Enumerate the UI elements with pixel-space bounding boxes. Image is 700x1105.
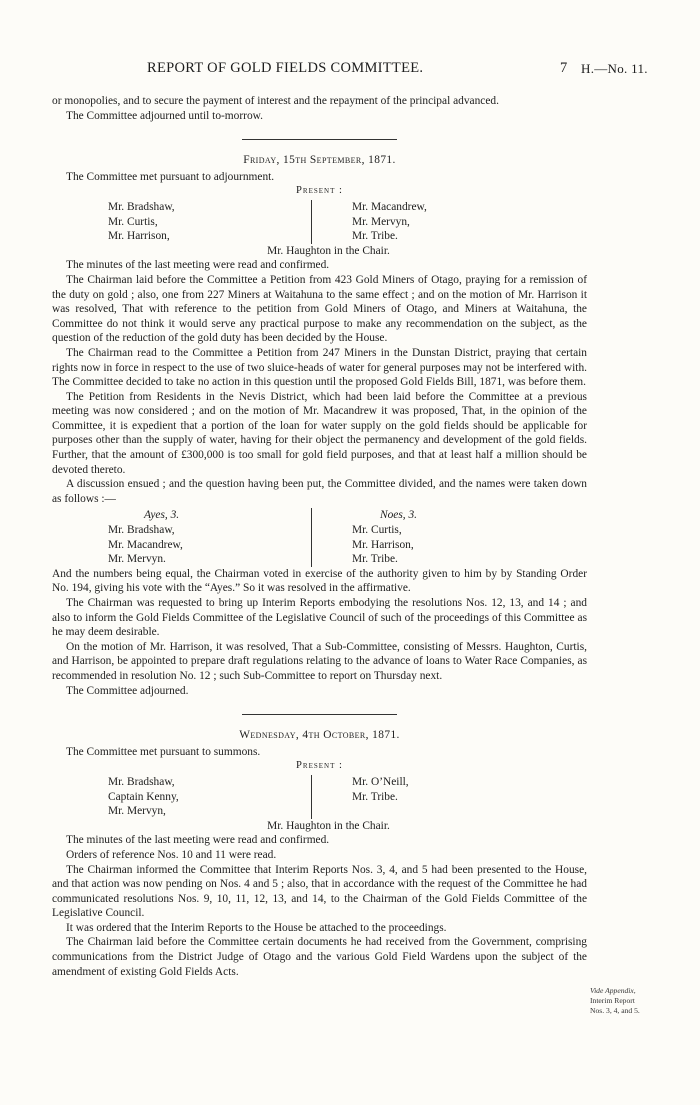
paragraph: A discussion ensued ; and the question having been put, the Committee divided, and the names were taken down as follows :— bbox=[52, 478, 587, 505]
present-label: Present : bbox=[296, 185, 343, 197]
paragraph: The Chairman informed the Committee that Interim Reports Nos. 3, 4, and 5 had been presented to the House, and that action was now pending on Nos. 4 and 5 ; also, that in accordance with the request of the Committee he had communicated resolutions Nos. 9, 10, 11, 12, 13, and 14, to the Chairman of the Gold Fields Committee of the Legislative Council. bbox=[52, 863, 587, 920]
member-name: Mr. Harrison, bbox=[108, 230, 170, 243]
paragraph: The minutes of the last meeting were read and confirmed. bbox=[66, 834, 330, 847]
paragraph: or monopolies, and to secure the payment of interest and the repayment of the principal advanced. bbox=[52, 95, 499, 107]
chair-line: Mr. Haughton in the Chair. bbox=[267, 244, 390, 257]
paragraph: Orders of reference Nos. 10 and 11 were read. bbox=[66, 848, 277, 861]
member-name: Mr. Harrison, bbox=[352, 538, 414, 551]
margin-note-vide: Vide Appendix, bbox=[590, 986, 636, 995]
member-name: Mr. Mervyn. bbox=[108, 553, 166, 566]
member-name: Mr. Tribe. bbox=[352, 553, 398, 566]
member-name: Captain Kenny, bbox=[108, 790, 179, 803]
members-left-column bbox=[52, 200, 312, 244]
paragraph: The Chairman read to the Committee a Petition from 247 Miners in the Dunstan District, praying that certain rights now in force in respect to the use of two sluice-heads of water for general purposes may not be interfered with. The Committee decided to take no action in this question until the proposed Gold Fields Bill, 1871, was before them. bbox=[52, 346, 587, 389]
division-list bbox=[52, 508, 587, 566]
member-name: Mr. Mervyn, bbox=[352, 215, 410, 228]
paragraph: The minutes of the last meeting were read and confirmed. bbox=[66, 259, 330, 272]
paragraph: And the numbers being equal, the Chairman voted in exercise of the authority given to him by by Standing Order No. 194, giving his vote with the “Ayes.” So it was resolved in the affirmative. bbox=[52, 567, 587, 595]
document-body bbox=[52, 94, 587, 979]
paper-reference: H.—No. 11. bbox=[581, 61, 648, 76]
meeting-date: Friday, 15th September, 1871. bbox=[243, 154, 396, 167]
member-name: Mr. Tribe. bbox=[352, 230, 398, 243]
paragraph: The Chairman laid before the Committee a Petition from 423 Gold Miners of Otago, praying for a remission of the duty on gold ; also, one from 227 Miners at Waitahuna to the same effect ; and on the motion of Mr. Harrison it was resolved, That with reference to the petition from Gold Miners of Otago, and Miners at Waitahuna, the Committee do not think it would serve any practical purpose to make any recommendation on the subject, as the question of the reduction of the gold duty has been decided by the House. bbox=[52, 273, 587, 345]
meeting-intro: The Committee met pursuant to adjournment. bbox=[66, 170, 275, 183]
margin-note-line: Nos. 3, 4, and 5. bbox=[590, 1006, 640, 1015]
member-name: Mr. Bradshaw, bbox=[108, 524, 175, 537]
page-number: 7 bbox=[560, 60, 568, 76]
ayes-column bbox=[52, 508, 312, 566]
noes-heading: Noes, 3. bbox=[380, 509, 418, 522]
noes-column bbox=[312, 508, 587, 566]
member-name: Mr. Bradshaw, bbox=[108, 200, 175, 213]
members-present bbox=[52, 200, 587, 244]
member-name: Mr. Macandrew, bbox=[108, 538, 183, 551]
section-divider bbox=[242, 139, 397, 140]
report-title: REPORT OF GOLD FIELDS COMMITTEE. bbox=[147, 60, 424, 76]
meeting-date: Wednesday, 4th October, 1871. bbox=[239, 729, 400, 742]
paragraph: The Petition from Residents in the Nevis District, which had been laid before the Committee at a previous meeting was now considered ; and on the motion of Mr. Macandrew it was proposed, That, in the opinion of the Committee, it is expedient that a portion of the loan for water supply on the gold fields should be applicable for purposes other than the supply of water, having for their object the permanency and development of the gold fields. Further, that the amount of £300,000 is too small for gold field purposes, and that at least half a million should be devoted thereto. bbox=[52, 390, 587, 476]
paragraph: On the motion of Mr. Harrison, it was resolved, That a Sub-Committee, consisting of Messrs. Haughton, Curtis, and Harrison, be appointed to prepare draft regulations relating to the advance of loans to Water Race Companies, as recommended in resolution No. 12 ; such Sub-Committee to report on Thursday next. bbox=[52, 640, 587, 682]
paragraph: The Chairman was requested to bring up Interim Reports embodying the resolutions Nos. 12, 13, and 14 ; and also to inform the Gold Fields Committee of the Legislative Council of such of the proceedings of this Committee as he may deem desirable. bbox=[52, 597, 587, 639]
paragraph: It was ordered that the Interim Reports to the House be attached to the proceedings. bbox=[66, 921, 447, 934]
ayes-heading: Ayes, 3. bbox=[144, 509, 180, 522]
members-left-column bbox=[52, 775, 312, 819]
member-name: Mr. Curtis, bbox=[108, 215, 158, 228]
member-name: Mr. O’Neill, bbox=[352, 775, 409, 788]
members-right-column bbox=[312, 775, 579, 819]
margin-note bbox=[590, 986, 690, 1016]
member-name: Mr. Curtis, bbox=[352, 524, 402, 537]
member-name: Mr. Mervyn, bbox=[108, 805, 166, 818]
paragraph: The Chairman laid before the Committee certain documents he had received from the Government, comprising communications from the District Judge of Otago and the various Gold Field Wardens upon the subject of the amendment of existing Gold Fields Acts. bbox=[52, 936, 587, 978]
page-header bbox=[60, 60, 680, 82]
members-right-column bbox=[312, 200, 579, 244]
member-name: Mr. Macandrew, bbox=[352, 200, 427, 213]
meeting-intro: The Committee met pursuant to summons. bbox=[66, 745, 261, 758]
margin-note-line bbox=[590, 986, 690, 996]
members-present bbox=[52, 775, 587, 819]
present-label: Present : bbox=[296, 760, 343, 772]
member-name: Mr. Bradshaw, bbox=[108, 775, 175, 788]
margin-note-line: Interim Report bbox=[590, 996, 635, 1005]
chair-line: Mr. Haughton in the Chair. bbox=[267, 819, 390, 832]
paragraph: The Committee adjourned until to-morrow. bbox=[66, 109, 263, 122]
paragraph: The Committee adjourned. bbox=[66, 684, 189, 697]
member-name: Mr. Tribe. bbox=[352, 790, 398, 803]
section-divider bbox=[242, 714, 397, 715]
